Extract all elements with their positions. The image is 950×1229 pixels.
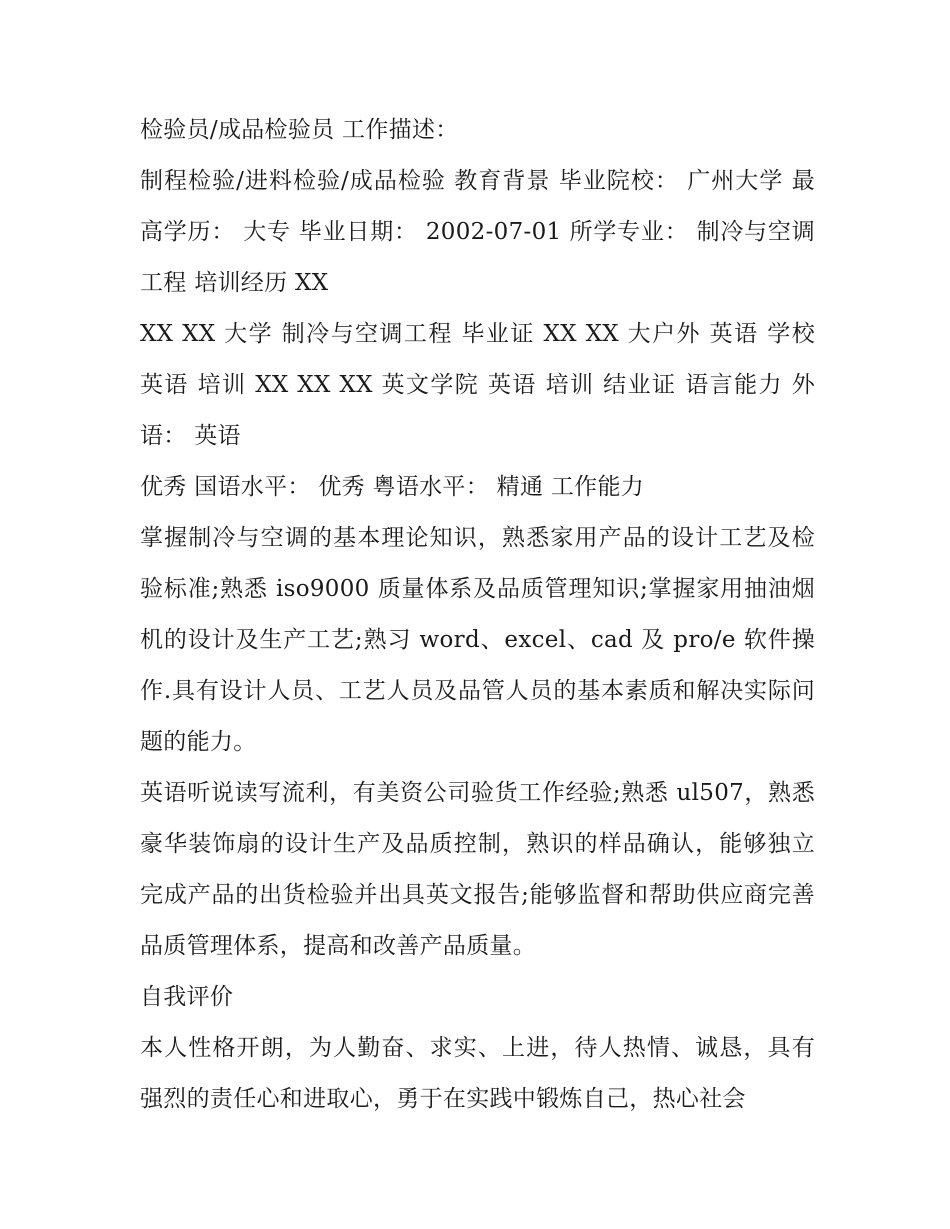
paragraph-language-levels: 优秀 国语水平： 优秀 粤语水平： 精通 工作能力 xyxy=(140,474,645,500)
document-body xyxy=(140,105,815,1125)
section-heading-self-evaluation: 自我评价 xyxy=(140,984,234,1010)
paragraph-work-ability: 掌握制冷与空调的基本理论知识，熟悉家用产品的设计工艺及检验标准;熟悉 iso9000 质量体系及品质管理知识;掌握家用抽油烟机的设计及生产工艺;熟习 word、excel、cad 及 pro/e 软件操作.具有设计人员、工艺人员及品管人员的基本素质和解决实际问题的能力。 xyxy=(140,525,815,755)
paragraph-experience: 英语听说读写流利，有美资公司验货工作经验;熟悉 ul507，熟悉豪华装饰扇的设计生产及品质控制，熟识的样品确认，能够独立完成产品的出货检验并出具英文报告;能够监督和帮助供应商完善品质管理体系，提高和改善产品质量。 xyxy=(140,780,815,959)
paragraph-self-evaluation: 本人性格开朗，为人勤奋、求实、上进，待人热情、诚恳，具有强烈的责任心和进取心，勇于在实践中锻炼自己，热心社会 xyxy=(140,1035,815,1112)
paragraph-education: 制程检验/进料检验/成品检验 教育背景 毕业院校： 广州大学 最高学历： 大专 毕业日期： 2002-07-01 所学专业： 制冷与空调工程 培训经历 XX xyxy=(140,168,815,296)
paragraph-job-title: 检验员/成品检验员 工作描述： xyxy=(140,117,459,143)
paragraph-training-language: XX XX 大学 制冷与空调工程 毕业证 XX XX 大户外 英语 学校 英语 培训 XX XX XX 英文学院 英语 培训 结业证 语言能力 外语： 英语 xyxy=(140,321,815,449)
